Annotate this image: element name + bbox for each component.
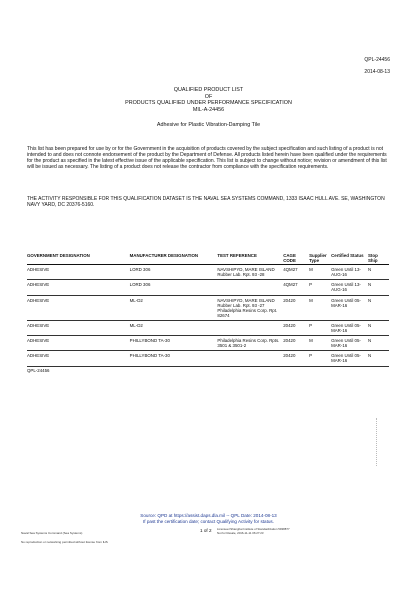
cell-stop: N xyxy=(368,322,372,328)
source-line-2: If past the certification date; contact Qualifying Activity for status. xyxy=(143,519,274,524)
cell-cage: 20420 xyxy=(283,297,296,303)
cell-designation: ADHESIVE xyxy=(27,297,50,303)
cell-stop: N xyxy=(368,338,372,344)
cell-stop: N xyxy=(368,353,372,359)
footer-licensee: Licensee=Shanghai Institute of Standardization 5938877 xyxy=(217,527,290,531)
source-note xyxy=(0,513,417,525)
cell-designation: ADHESIVE xyxy=(27,353,50,359)
cell-certified: Green Until 05-MAR-16 xyxy=(331,338,361,349)
table-header-row xyxy=(27,253,389,265)
col-stop-ship: Stop Ship xyxy=(368,253,378,264)
cell-test xyxy=(217,280,283,295)
cell-test: NAVSHIPYD, MARE ISLAND Rubber Lab. Rpt. 93 -27 Philadelphia Resins Corp. Rpt. 82674 xyxy=(217,297,278,318)
cell-mfr: LORD 306 xyxy=(129,267,151,273)
table-row xyxy=(27,265,389,280)
footer-copyright: No reproduction or networking permitted without license from IHS xyxy=(21,540,108,544)
cell-cage: 20420 xyxy=(283,338,296,344)
cell-cage: 20420 xyxy=(283,322,296,328)
footer-publisher: Naval Sea Systems Command (Sea Systems) xyxy=(21,531,83,535)
table-row xyxy=(27,280,389,295)
title-line-3: PRODUCTS QUALIFIED UNDER PERFORMANCE SPECIFICATION xyxy=(125,100,292,107)
col-certified-status: Certified Status xyxy=(331,253,364,258)
cell-designation: ADHESIVE xyxy=(27,282,50,288)
cell-supplier: M xyxy=(309,297,313,303)
table-row xyxy=(27,351,389,366)
col-test-reference: TEST REFERENCE xyxy=(217,253,257,258)
cell-stop: N xyxy=(368,267,372,273)
table-row xyxy=(27,320,389,335)
cell-certified: Green Until 05-MAR-16 xyxy=(331,297,361,308)
table-footer-id: QPL-24456 xyxy=(27,368,50,373)
cell-test xyxy=(217,351,283,366)
cell-supplier: P xyxy=(309,353,313,359)
cell-test xyxy=(217,320,283,335)
page-number: 1 of 2 xyxy=(200,528,212,533)
responsible-activity: THE ACTIVITY RESPONSIBLE FOR THIS QUALIFICATION DATASET IS THE NAVAL SEA SYSTEMS COMMAND, 1333 ISAAC HULL AVE. SE, WASHINGTON NAVY YARD, DC 20376-5160. xyxy=(27,196,385,209)
cell-cage: 20420 xyxy=(283,353,296,359)
table-row xyxy=(27,336,389,351)
cell-certified: Green Until 05-MAR-16 xyxy=(331,322,361,334)
cell-mfr: ML-D2 xyxy=(129,322,143,328)
notice-paragraph: This list has been prepared for use by or for the Government in the acquisition of products covered by the subject specification and such listing of a product is not intended to and does not connote endorsement of the product by the Department of Defense. All products listed herein have been qualified under the requirements for the product as specified in the latest effective issue of the applicable specification. This list is subject to change without notice; revision or amendment of this list will be issued as necessary. The listing of a product does not release the contractor from compliance with the specification requirements. xyxy=(27,146,387,171)
cell-designation: ADHESIVE xyxy=(27,322,50,328)
cell-certified: Green Until 13-AUG-16 xyxy=(331,267,361,278)
col-supplier-type: Supplier Type xyxy=(309,253,327,264)
cell-stop: N xyxy=(368,297,372,303)
col-government-designation: GOVERNMENT DESIGNATION xyxy=(27,253,90,258)
cell-test: NAVSHIPYD, MARE ISLAND Rubber Lab. Rpt. 93 -28 xyxy=(217,267,275,278)
cell-mfr: LORD 306 xyxy=(129,282,151,288)
title-line-1: QUALIFIED PRODUCT LIST xyxy=(173,87,244,93)
cell-supplier: M xyxy=(309,338,313,344)
source-line-1[interactable]: Source: QPD at https://assist.daps.dla.mil -- QPL Date: 2014-08-13 xyxy=(140,513,277,518)
table-row xyxy=(27,295,389,320)
cell-test: Philadelphia Resins Corp. Rpts. 3501 & 3501-2 xyxy=(217,338,280,349)
cell-supplier: P xyxy=(309,322,313,328)
title-line-4: MIL-A-24456 xyxy=(192,106,225,113)
document-date: 2014-08-13 xyxy=(364,69,390,75)
cell-certified: Green Until 05-MAR-16 xyxy=(331,353,361,364)
col-cage-code: CAGE CODE xyxy=(283,253,296,264)
vertical-margin-mark xyxy=(376,418,379,466)
footer-license xyxy=(217,528,290,536)
cell-designation: ADHESIVE xyxy=(27,338,50,344)
cell-stop: N xyxy=(368,282,372,288)
qpl-table xyxy=(27,253,389,367)
cell-mfr: PHILLYBOND TA-30 xyxy=(129,353,170,359)
cell-supplier: M xyxy=(309,267,313,273)
cell-supplier: P xyxy=(309,282,313,288)
document-id: QPL-24456 xyxy=(364,57,390,63)
cell-mfr: PHILLYBOND TA-30 xyxy=(129,338,170,344)
cell-mfr: ML-D2 xyxy=(129,297,143,303)
title-line-2: OF xyxy=(204,93,213,100)
cell-cage: 4QM27 xyxy=(283,282,298,288)
cell-cage: 4QM27 xyxy=(283,267,298,273)
title-block xyxy=(0,87,417,113)
document-subtitle: Adhesive for Plastic Vibration-Damping Tile xyxy=(156,122,261,128)
cell-certified: Green Until 13-AUG-16 xyxy=(331,282,361,293)
col-manufacturer-designation: MANUFACTURER DESIGNATION xyxy=(129,253,199,258)
cell-designation: ADHESIVE xyxy=(27,267,50,273)
footer-resale: Not for Resale, 2016-11-11 06:27:23 xyxy=(217,530,264,535)
